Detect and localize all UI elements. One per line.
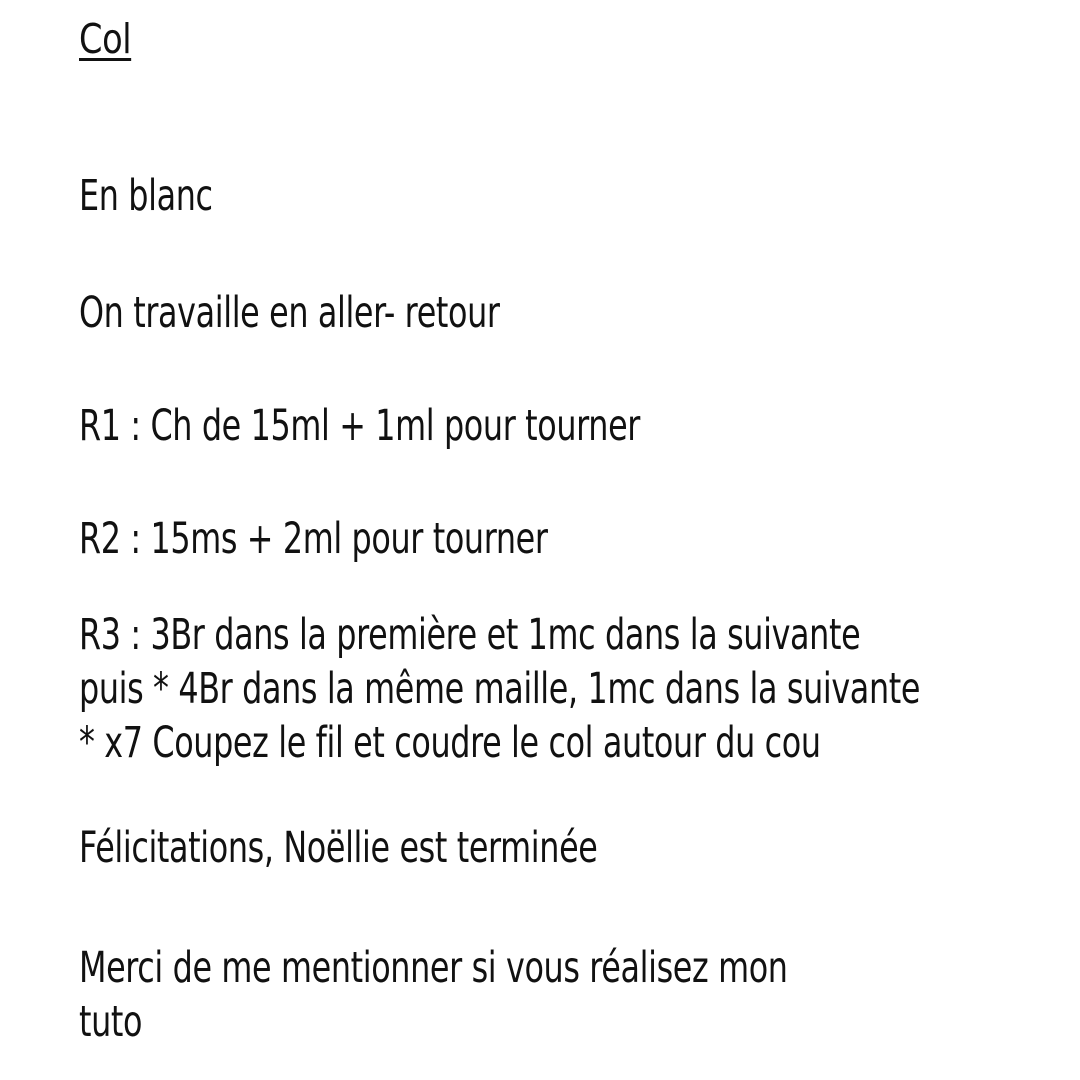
working-method: On travaille en aller- retour: [79, 288, 500, 338]
thank-you-message: [79, 941, 788, 1049]
color-instruction: En blanc: [79, 171, 213, 221]
thank-you-line-2: tuto: [79, 997, 143, 1047]
round-3-line-2: puis * 4Br dans la même maille, 1mc dans la suivante: [79, 664, 921, 714]
round-2-instruction: R2 : 15ms + 2ml pour tourner: [79, 514, 548, 564]
completion-message: Félicitations, Noëllie est terminée: [79, 823, 598, 873]
section-title: Col: [79, 15, 132, 63]
round-3-line-3: * x7 Coupez le fil et coudre le col autour du cou: [79, 718, 821, 768]
round-1-instruction: R1 : Ch de 15ml + 1ml pour tourner: [79, 401, 641, 451]
thank-you-line-1: Merci de me mentionner si vous réalisez mon: [79, 943, 788, 993]
round-3-instruction: [79, 608, 920, 770]
round-3-line-1: R3 : 3Br dans la première et 1mc dans la suivante: [79, 610, 861, 660]
